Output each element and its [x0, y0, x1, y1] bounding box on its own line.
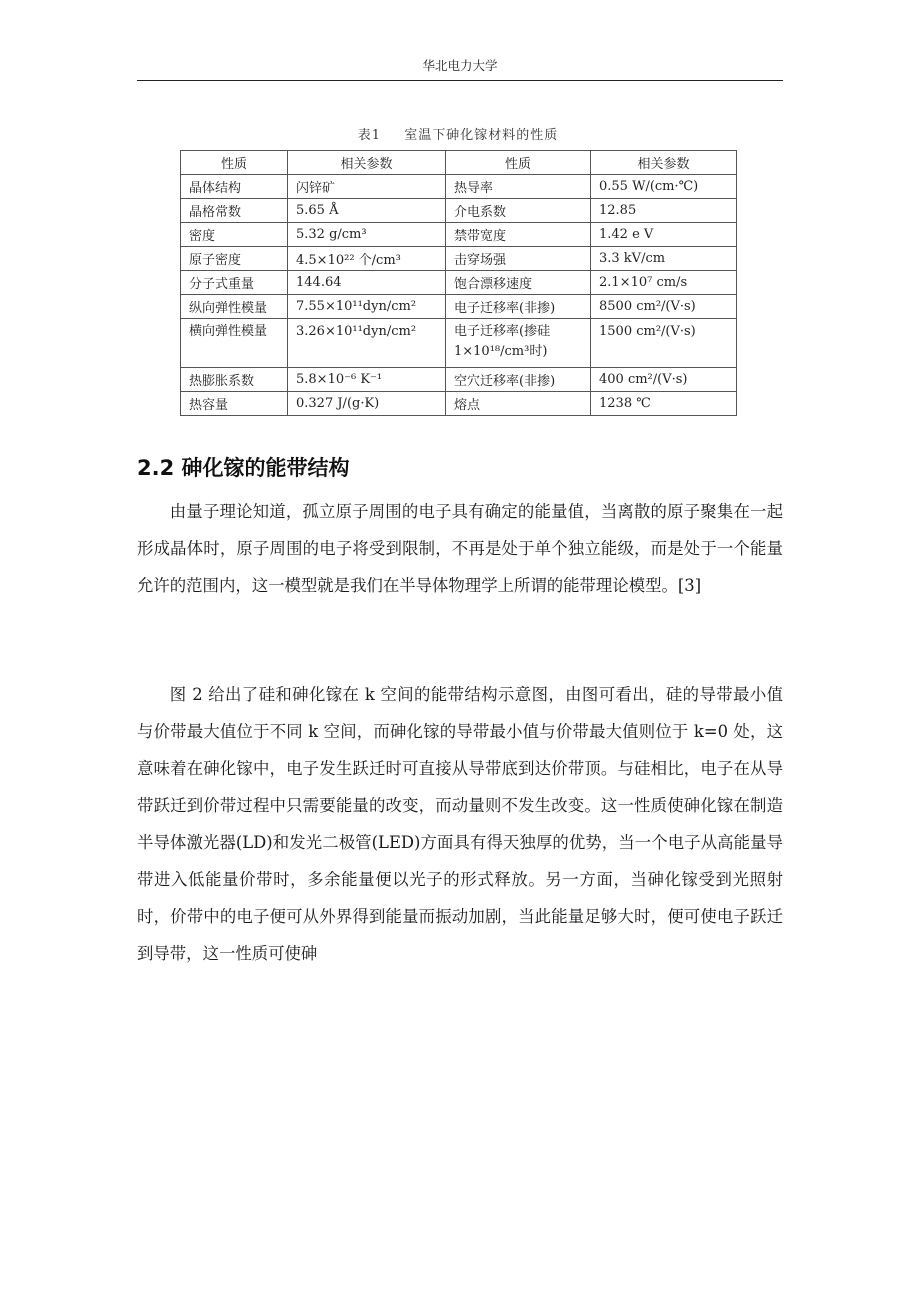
column-header: 相关参数 — [288, 151, 446, 175]
table-header-row — [181, 151, 737, 175]
table-cell: 5.32 g/cm³ — [288, 223, 446, 247]
table-row — [181, 295, 737, 319]
table-cell: 密度 — [181, 223, 288, 247]
table-row — [181, 392, 737, 416]
table-cell: 热导率 — [446, 175, 591, 199]
column-header: 性质 — [181, 151, 288, 175]
table-cell: 介电系数 — [446, 199, 591, 223]
table-cell: 横向弹性模量 — [181, 319, 288, 368]
table-row — [181, 247, 737, 271]
table-caption-number: 表1 — [357, 128, 382, 143]
section-heading: 2.2 砷化镓的能带结构 — [137, 456, 350, 480]
column-header: 相关参数 — [591, 151, 737, 175]
table-cell: 0.327 J/(g·K) — [288, 392, 446, 416]
table-cell: 5.65 Å — [288, 199, 446, 223]
table-cell: 纵向弹性模量 — [181, 295, 288, 319]
table-cell: 7.55×10¹¹dyn/cm² — [288, 295, 446, 319]
table-caption-text: 室温下砷化镓材料的性质 — [404, 128, 559, 143]
table-cell: 1500 cm²/(V·s) — [591, 319, 737, 368]
table-cell: 晶体结构 — [181, 175, 288, 199]
table-caption — [180, 124, 736, 143]
table-cell: 热容量 — [181, 392, 288, 416]
table-row — [181, 223, 737, 247]
table-row — [181, 368, 737, 392]
table-cell: 0.55 W/(cm·℃) — [591, 175, 737, 199]
table-row — [181, 175, 737, 199]
table-cell: 禁带宽度 — [446, 223, 591, 247]
table-cell: 原子密度 — [181, 247, 288, 271]
table-cell: 分子式重量 — [181, 271, 288, 295]
table-cell: 电子迁移率(掺硅 1×10¹⁸/cm³时) — [446, 319, 591, 368]
table-cell: 空穴迁移率(非掺) — [446, 368, 591, 392]
table-cell: 击穿场强 — [446, 247, 591, 271]
table-cell: 熔点 — [446, 392, 591, 416]
table-cell: 400 cm²/(V·s) — [591, 368, 737, 392]
table-row — [181, 319, 737, 368]
body-paragraph: 图 2 给出了硅和砷化镓在 k 空间的能带结构示意图，由图可看出，硅的导带最小值与价带最大值位于不同 k 空间，而砷化镓的导带最小值与价带最大值则位于 k=0 处，这意味着在砷化镓中，电子发生跃迁时可直接从导带底到达价带顶。与硅相比，电子在从导带跃迁到价带过程中只需要能量的改变，而动量则不发生改变。这一性质使砷化镓在制造半导体激光器(LD)和发光二极管(LED)方面具有得天独厚的优势，当一个电子从高能量导带进入低能量价带时，多余能量便以光子的形式释放。另一方面，当砷化镓受到光照射时，价带中的电子便可从外界得到能量而振动加剧，当此能量足够大时，便可使电子跃迁到导带，这一性质可使砷 — [137, 685, 783, 963]
page-header — [137, 56, 783, 81]
table-cell: 饱合漂移速度 — [446, 271, 591, 295]
table-cell: 8500 cm²/(V·s) — [591, 295, 737, 319]
properties-table — [180, 150, 737, 416]
table-row — [181, 199, 737, 223]
header-title: 华北电力大学 — [422, 58, 498, 73]
table-cell: 晶格常数 — [181, 199, 288, 223]
table-cell: 12.85 — [591, 199, 737, 223]
table-cell: 144.64 — [288, 271, 446, 295]
table-cell: 1.42 e V — [591, 223, 737, 247]
table-cell: 3.3 kV/cm — [591, 247, 737, 271]
table-row — [181, 271, 737, 295]
table-cell: 5.8×10⁻⁶ K⁻¹ — [288, 368, 446, 392]
table-cell: 1238 ℃ — [591, 392, 737, 416]
table-cell: 电子迁移率(非掺) — [446, 295, 591, 319]
table-cell: 4.5×10²² 个/cm³ — [288, 247, 446, 271]
body-paragraph: 由量子理论知道，孤立原子周围的电子具有确定的能量值，当离散的原子聚集在一起形成晶体时，原子周围的电子将受到限制，不再是处于单个独立能级，而是处于一个能量允许的范围内，这一模型就是我们在半导体物理学上所谓的能带理论模型。[3] — [137, 502, 783, 595]
table-cell: 2.1×10⁷ cm/s — [591, 271, 737, 295]
column-header: 性质 — [446, 151, 591, 175]
table-cell: 闪锌矿 — [288, 175, 446, 199]
table-cell: 热膨胀系数 — [181, 368, 288, 392]
table-cell: 3.26×10¹¹dyn/cm² — [288, 319, 446, 368]
